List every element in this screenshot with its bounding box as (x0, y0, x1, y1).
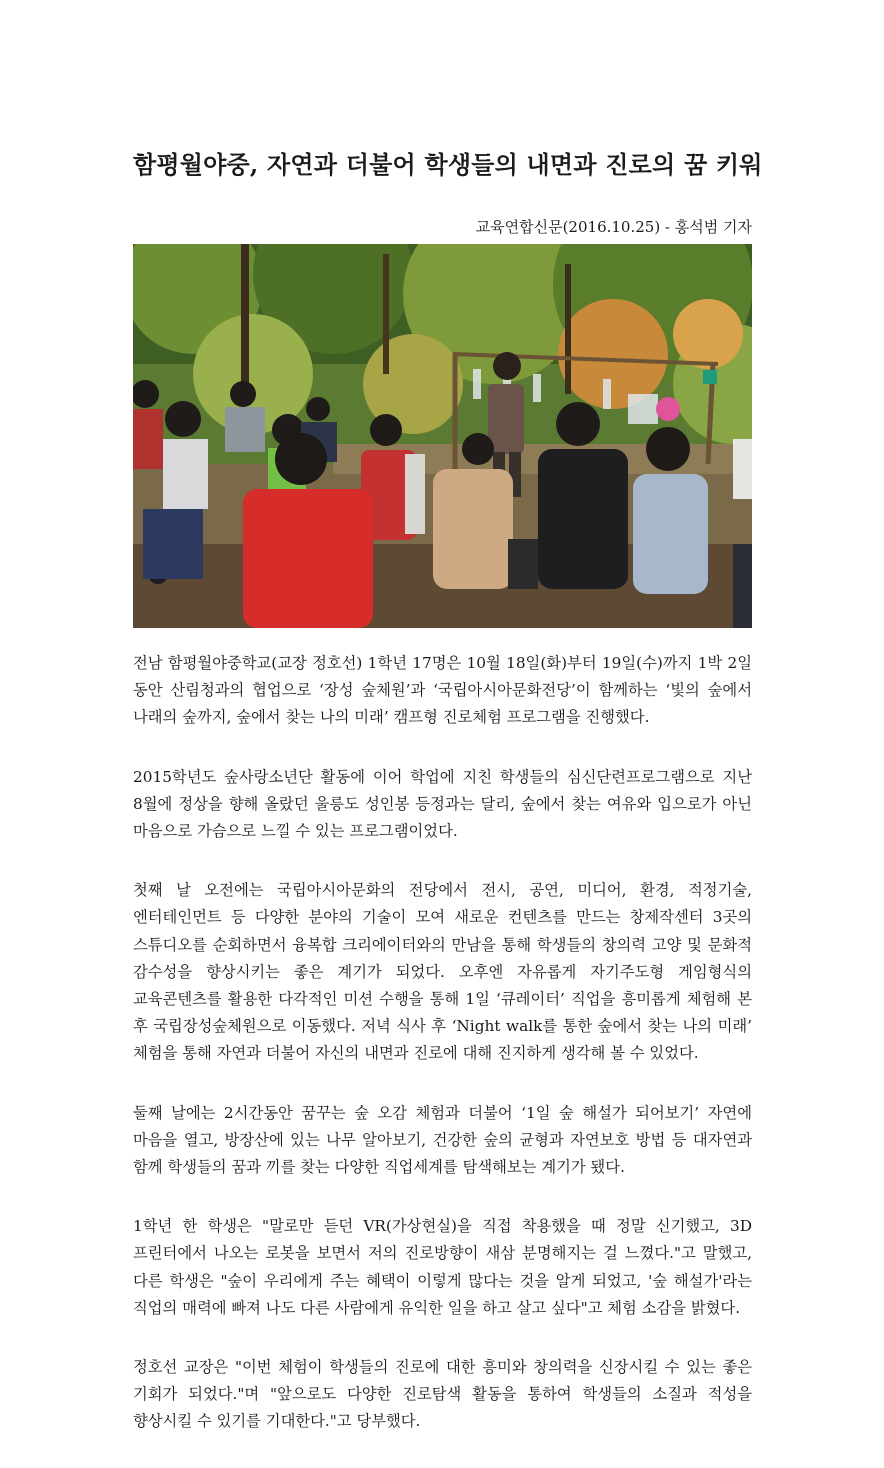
article-byline: 교육연합신문(2016.10.25) - 홍석범 기자 (475, 218, 752, 236)
article-body (133, 650, 752, 1468)
article-paragraph: 첫째 날 오전에는 국립아시아문화의 전당에서 전시, 공연, 미디어, 환경, 적정기술, 엔터테인먼트 등 다양한 분야의 기술이 모여 새로운 컨텐츠를 만드는 창제작센터 3곳의 스튜디오를 순회하면서 융복합 크리에이터와의 만남을 통해 학생들의 창의력 고양 및 문화적 감수성을 향상시키는 좋은 계기가 되었다. 오후엔 자유롭게 자기주도형 게임형식의 교육콘텐츠를 활용한 다각적인 미션 수행을 통해 1일 ‘큐레이터’ 직업을 흥미롭게 체험해 본 후 국립장성숲체원으로 이동했다. 저녁 식사 후 ‘Night walk를 통한 숲에서 찾는 나의 미래’ 체험을 통해 자연과 더불어 자신의 내면과 진로에 대해 진지하게 생각해 볼 수 있었다. (133, 881, 752, 1063)
photo-students-forest-icon (133, 244, 752, 628)
article-title: 함평월야중, 자연과 더불어 학생들의 내면과 진로의 꿈 키워 (133, 150, 763, 179)
article-photo (133, 244, 752, 628)
article-paragraph: 둘째 날에는 2시간동안 꿈꾸는 숲 오감 체험과 더불어 ‘1일 숲 해설가 되어보기’ 자연에 마음을 열고, 방장산에 있는 나무 알아보기, 건강한 숲의 균형과 자연보호 방법 등 대자연과 함께 학생들의 꿈과 끼를 찾는 다양한 직업세계를 탐색해보는 계기가 됐다. (133, 1103, 752, 1177)
article-paragraph: 1학년 한 학생은 "말로만 듣던 VR(가상현실)을 직접 착용했을 때 정말 신기했고, 3D 프린터에서 나오는 로봇을 보면서 저의 진로방향이 새삼 분명해지는 걸 느꼈다."고 말했고, 다른 학생은 "숲이 우리에게 주는 혜택이 이렇게 많다는 것을 알게 되었고, '숲 해설가'라는 직업의 매력에 빠져 나도 다른 사람에게 유익한 일을 하고 살고 싶다"고 체험 소감을 밝혔다. (133, 1217, 752, 1317)
article-paragraph: 전남 함평월야중학교(교장 정호선) 1학년 17명은 10월 18일(화)부터 19일(수)까지 1박 2일 동안 산림청과의 협업으로 ‘장성 숲체원’과 ‘국립아시아문화전당’이 함께하는 ‘빛의 숲에서 나래의 숲까지, 숲에서 찾는 나의 미래’ 캠프형 진로체험 프로그램을 진행했다. (133, 654, 752, 727)
article-paragraph: 2015학년도 숲사랑소년단 활동에 이어 학업에 지친 학생들의 심신단련프로그램으로 지난 8월에 정상을 향해 올랐던 울릉도 성인봉 등정과는 달리, 숲에서 찾는 여유와 입으로가 아닌 마음으로 가슴으로 느낄 수 있는 프로그램이었다. (133, 767, 752, 841)
article-paragraph: 정호선 교장은 "이번 체험이 학생들의 진로에 대한 흥미와 창의력을 신장시킬 수 있는 좋은 기회가 되었다."며 "앞으로도 다양한 진로탐색 활동을 통하여 학생들의 소질과 적성을 향상시킬 수 있기를 기대한다."고 당부했다. (133, 1358, 752, 1431)
